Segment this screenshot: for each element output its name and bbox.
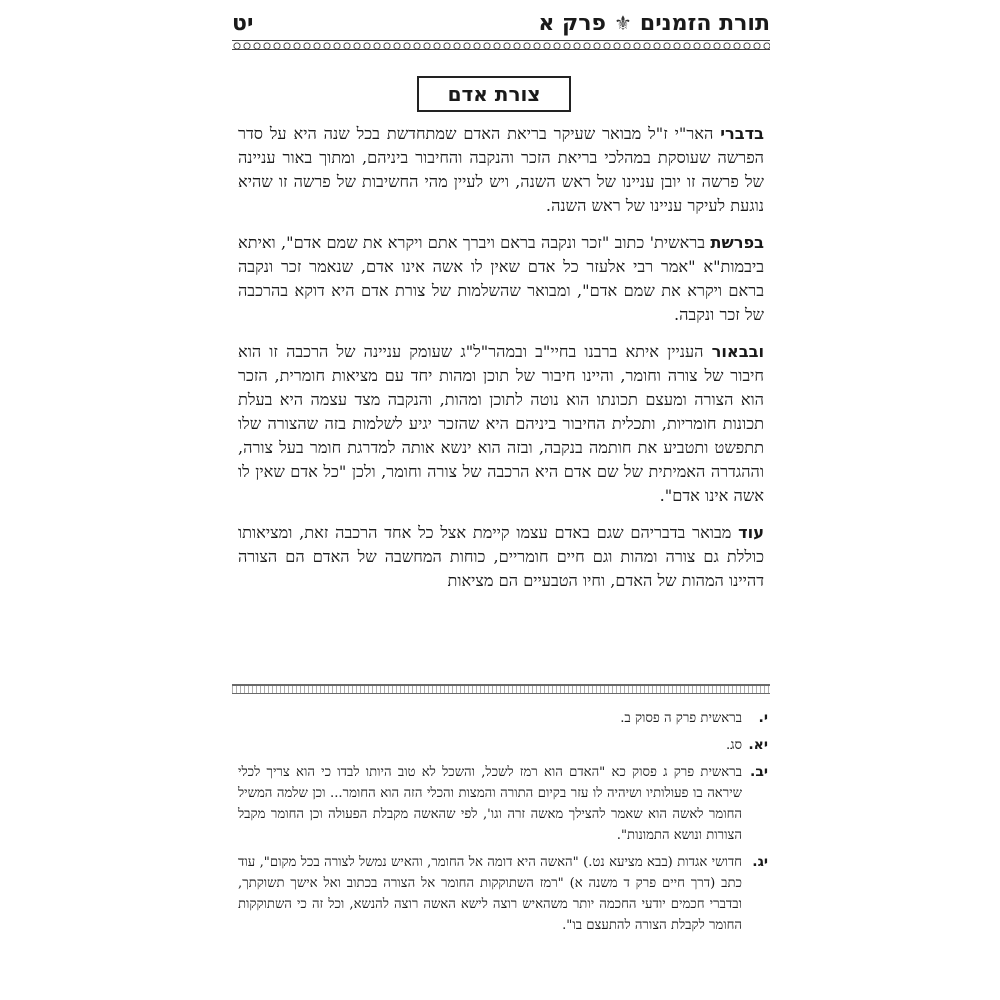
running-header [232, 6, 770, 40]
paragraph-text: האר"י ז"ל מבואר שעיקר בריאת האדם שמתחדשת בכל שנה היא על סדר הפרשה שעוסקת במהלכי בריאת הזכר והנקבה והחיבור ביניהם, ומתוך באור עניינה של פרשה זו יובן עניינו של ראש השנה, ויש לעיין מהי החשיבות של פרשה זו שהיא נוגעת לעיקר עניינו של ראש השנה. [238, 124, 764, 215]
section-title: צורת אדם [417, 76, 571, 112]
footnote-text: בראשית פרק ה פסוק ב. [620, 711, 742, 726]
paragraph [238, 340, 764, 508]
fleur-de-lis-icon: ⚜ [613, 11, 632, 35]
footnote [238, 852, 768, 936]
paragraph-text: העניין איתא ברבנו בחיי"ב ובמהר"ל"ג שעומק עניינה של הרכבה זו הוא חיבור של צורה וחומר, והיינו חיבור של תוכן ומהות יחד עם מציאות חומרית, הזכר הוא הצורה ומעצם תכונתו הוא נוטה לתוכן ומהות, והנקבה מצד עצמה היא בעלת תכונות חומריות, ותכלית החיבור ביניהם היא שהזכר יגיע לשלמות בזה שהצורה שלו תתפשט ותטביע את חותמה בנקבה, ובזה הוא ינשא אותה למדרגת חומר בעל צורה, וההגדרה האמיתית של שם אדם היא הרכבה של צורה וחומר, ולכן "כל אדם שאין לו אשה אינו אדם". [238, 342, 764, 505]
footnote [238, 762, 768, 846]
footnote-text: בראשית פרק ג פסוק כא "האדם הוא רמז לשכל, והשכל לא טוב היותו לבדו כי הוא צריך לכלי שיראה בו פעולותיו ושיהיה לו עזר בקיום התורה והמצות והכלי הזה הוא החומר... וכן שלמה המשיל החומר לאשה הוא שאמר להצילך מאשה זרה וגו', לפי שהאשה מקבלת הפעולה וכן החומר מקבל הצורות ונושא התמונות". [238, 765, 742, 843]
paragraph [238, 231, 764, 327]
chapter-label: פרק א [538, 10, 606, 36]
paragraph-lead-word: בפרשת [710, 233, 764, 252]
paragraph-lead-word: בדברי [720, 124, 764, 143]
book-title: תורת הזמנים [639, 10, 770, 36]
footnote-text: סג. [725, 738, 742, 753]
paragraph [238, 521, 764, 593]
header-title-group [538, 11, 770, 36]
footnote-mark: יג. [752, 854, 768, 870]
footnote-mark: יב. [750, 764, 768, 780]
paragraph-text: מבואר בדבריהם שגם באדם עצמו קיימת אצל כל אחד הרכבה זאת, ומציאותו כוללת גם צורה ומהות וגם חיים חומריים, כוחות המחשבה של האדם הם הצורה דהיינו המהות של האדם, וחיו הטבעיים הם מציאות [238, 523, 764, 590]
footnote-text: חדושי אגדות (בבא מציעא נט.) "האשה היא דומה אל החומר, והאיש נמשל לצורה בכל מקום", עוד כתב (דרך חיים פרק ד משנה א) "רמז השתוקקות החומר אל הצורה בכתוב ואל אישך תשוקתך, ובדברי חכמים יודעי החכמה יותר משהאיש רוצה לישא האשה רוצה להנשא, וכל זה כי השתוקקות החומר לקבלת הצורה להתעצם בו". [238, 855, 742, 933]
main-text [238, 122, 764, 606]
page-number: יט [232, 10, 254, 36]
footnote-mark: יא. [748, 737, 768, 753]
paragraph-text: בראשית' כתוב "זכר ונקבה בראם ויברך אתם ויקרא את שמם אדם", ואיתא ביבמות"א "אמר רבי אלעזר כל אדם שאין לו אשה אינו אדם, שנאמר זכר ונקבה בראם ויקרא את שמם אדם", ומבואר שהשלמות של צורת אדם היא דוקא בהרכבה של זכר ונקבה. [238, 233, 764, 324]
footnote-divider [232, 684, 770, 694]
footnote-mark: י. [758, 710, 768, 726]
footnotes [238, 708, 768, 942]
paragraph-lead-word: ובבאור [711, 342, 764, 361]
header-ornament-divider [232, 40, 770, 50]
footnote [238, 735, 768, 756]
paragraph [238, 122, 764, 218]
footnote [238, 708, 768, 729]
paragraph-lead-word: עוד [738, 523, 764, 542]
